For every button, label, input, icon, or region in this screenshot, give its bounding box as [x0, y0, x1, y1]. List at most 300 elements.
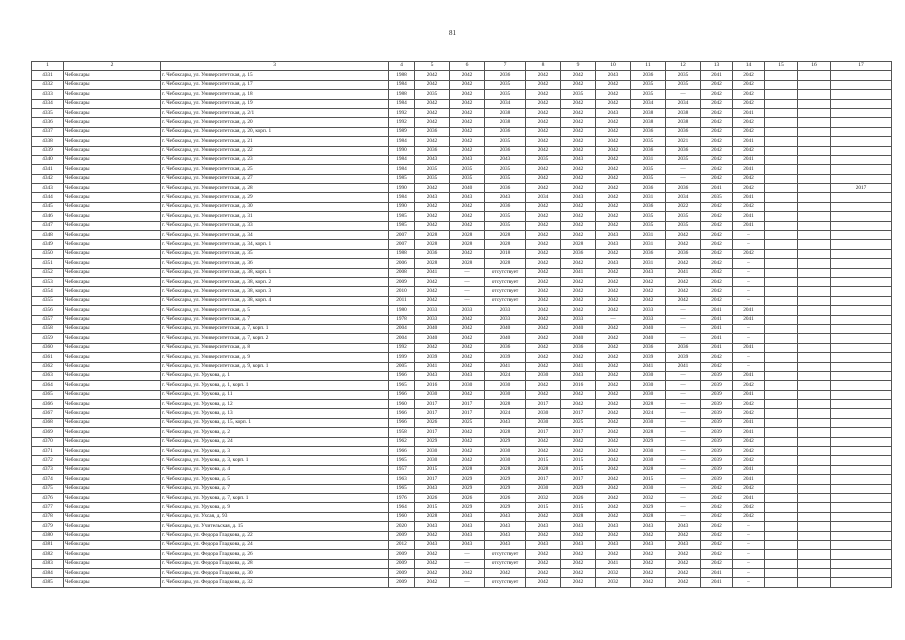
- table-cell: 2043: [596, 231, 631, 240]
- table-cell: 4335: [32, 108, 64, 117]
- table-cell: Чебоксары: [64, 362, 161, 371]
- table-cell: —: [450, 578, 485, 587]
- table-cell: 2034: [485, 99, 526, 108]
- table-cell: 2043: [526, 522, 561, 531]
- table-cell: 2042: [450, 437, 485, 446]
- table-cell: [831, 137, 892, 146]
- table-cell: 2035: [485, 221, 526, 230]
- table-cell: Чебоксары: [64, 155, 161, 164]
- table-cell: 4369: [32, 428, 64, 437]
- table-cell: 2030: [631, 381, 666, 390]
- table-cell: 4353: [32, 277, 64, 286]
- table-cell: 2042: [561, 559, 596, 568]
- table-cell: [765, 484, 798, 493]
- table-cell: 2042: [485, 569, 526, 578]
- table-cell: 2042: [701, 259, 733, 268]
- table-cell: 2042: [701, 362, 733, 371]
- table-cell: 2042: [415, 287, 450, 296]
- table-cell: [765, 127, 798, 136]
- table-cell: 4352: [32, 268, 64, 277]
- table-cell: 2042: [733, 409, 765, 418]
- table-cell: 1957: [389, 465, 415, 474]
- table-cell: 2043: [596, 108, 631, 117]
- table-cell: [831, 371, 892, 380]
- table-cell: 2042: [596, 146, 631, 155]
- table-row: [32, 578, 892, 587]
- table-cell: [765, 353, 798, 362]
- table-cell: 2041: [701, 184, 733, 193]
- table-cell: 2036: [561, 249, 596, 258]
- table-cell: 4370: [32, 437, 64, 446]
- table-cell: [831, 99, 892, 108]
- table-cell: 2039: [701, 456, 733, 465]
- table-cell: 2043: [415, 155, 450, 164]
- table-cell: [831, 343, 892, 352]
- table-cell: 2042: [701, 484, 733, 493]
- table-cell: [831, 165, 892, 174]
- table-cell: 2028: [631, 512, 666, 521]
- table-cell: 2042: [596, 418, 631, 427]
- table-cell: [765, 362, 798, 371]
- table-cell: 2039: [631, 353, 666, 362]
- table-cell: 2043: [415, 522, 450, 531]
- table-cell: 2043: [631, 268, 666, 277]
- table-cell: 2042: [526, 80, 561, 89]
- table-cell: 2007: [389, 231, 415, 240]
- table-cell: 4383: [32, 559, 64, 568]
- table-cell: 2042: [526, 118, 561, 127]
- table-cell: [798, 108, 831, 117]
- table-cell: 2042: [450, 90, 485, 99]
- table-cell: 2042: [415, 221, 450, 230]
- table-cell: 2028: [631, 428, 666, 437]
- table-cell: 1966: [389, 447, 415, 456]
- table-cell: 2040: [485, 324, 526, 333]
- table-cell: г. Чебоксары, ул. Университетская, д. 33: [161, 221, 389, 230]
- table-cell: Чебоксары: [64, 324, 161, 333]
- table-cell: 2042: [450, 212, 485, 221]
- column-header: 6: [450, 62, 485, 71]
- data-table: [31, 61, 892, 588]
- table-cell: 2030: [631, 484, 666, 493]
- table-cell: 1984: [389, 99, 415, 108]
- table-cell: 2028: [450, 259, 485, 268]
- table-row: [32, 212, 892, 221]
- table-cell: г. Чебоксары, ул. Урукова, д. 11: [161, 390, 389, 399]
- column-header: 3: [161, 62, 389, 71]
- table-cell: 2043: [561, 540, 596, 549]
- table-cell: 2042: [526, 315, 561, 324]
- table-cell: [765, 559, 798, 568]
- table-cell: [765, 137, 798, 146]
- table-row: [32, 174, 892, 183]
- table-cell: г. Чебоксары, ул. Ухсая, д. 93: [161, 512, 389, 521]
- table-cell: 2043: [415, 193, 450, 202]
- table-cell: 2042: [450, 362, 485, 371]
- table-cell: 2035: [415, 165, 450, 174]
- table-cell: 2032: [631, 493, 666, 502]
- table-cell: 2042: [596, 550, 631, 559]
- table-cell: 2028: [485, 240, 526, 249]
- table-cell: 2026: [450, 493, 485, 502]
- table-cell: 2042: [561, 287, 596, 296]
- table-cell: 2015: [415, 465, 450, 474]
- table-cell: [765, 108, 798, 117]
- table-cell: [798, 80, 831, 89]
- table-cell: 2030: [485, 381, 526, 390]
- table-cell: 1989: [389, 127, 415, 136]
- table-cell: 2029: [485, 484, 526, 493]
- table-cell: 2041: [733, 221, 765, 230]
- table-cell: Чебоксары: [64, 569, 161, 578]
- table-cell: 2042: [701, 249, 733, 258]
- table-cell: 2042: [526, 137, 561, 146]
- table-cell: отсутствует: [485, 268, 526, 277]
- table-cell: [831, 569, 892, 578]
- table-cell: 2009: [389, 550, 415, 559]
- table-cell: [831, 493, 892, 502]
- table-cell: [831, 334, 892, 343]
- table-cell: 2017: [450, 409, 485, 418]
- table-cell: [798, 118, 831, 127]
- table-cell: 2042: [701, 231, 733, 240]
- table-cell: 2042: [415, 578, 450, 587]
- table-cell: [831, 268, 892, 277]
- table-cell: [798, 155, 831, 164]
- table-cell: 2043: [561, 522, 596, 531]
- table-cell: Чебоксары: [64, 193, 161, 202]
- table-cell: [798, 212, 831, 221]
- table-cell: 1985: [389, 221, 415, 230]
- table-cell: [831, 418, 892, 427]
- table-cell: 2042: [733, 447, 765, 456]
- table-cell: Чебоксары: [64, 390, 161, 399]
- table-cell: [765, 578, 798, 587]
- table-cell: 2042: [733, 484, 765, 493]
- table-cell: Чебоксары: [64, 99, 161, 108]
- table-cell: г. Чебоксары, ул. Урукова, д. 24: [161, 437, 389, 446]
- table-cell: 2042: [701, 146, 733, 155]
- table-cell: —: [450, 559, 485, 568]
- table-cell: Чебоксары: [64, 80, 161, 89]
- table-cell: 2042: [733, 456, 765, 465]
- table-cell: 2041: [733, 343, 765, 352]
- table-cell: 2042: [733, 146, 765, 155]
- table-cell: 2042: [561, 108, 596, 117]
- table-cell: г. Чебоксары, ул. Университетская, д. 35: [161, 249, 389, 258]
- table-cell: 1984: [389, 193, 415, 202]
- table-cell: 4366: [32, 400, 64, 409]
- column-header: 14: [733, 62, 765, 71]
- table-cell: 2009: [389, 277, 415, 286]
- table-cell: 2042: [733, 174, 765, 183]
- table-cell: 2029: [631, 437, 666, 446]
- table-cell: 2042: [526, 249, 561, 258]
- column-header: 12: [666, 62, 701, 71]
- table-cell: 2041: [733, 465, 765, 474]
- table-row: [32, 540, 892, 549]
- table-cell: 2016: [561, 381, 596, 390]
- table-cell: 4358: [32, 324, 64, 333]
- table-cell: 2042: [631, 277, 666, 286]
- table-cell: [831, 212, 892, 221]
- table-cell: 2035: [631, 165, 666, 174]
- table-cell: 2042: [450, 146, 485, 155]
- table-cell: г. Чебоксары, ул. Университетская, д. 5: [161, 306, 389, 315]
- table-cell: 2042: [526, 71, 561, 80]
- table-cell: 2035: [631, 80, 666, 89]
- table-cell: –: [733, 531, 765, 540]
- table-row: [32, 522, 892, 531]
- table-cell: 4354: [32, 287, 64, 296]
- table-cell: 2028: [415, 240, 450, 249]
- table-cell: 2042: [526, 390, 561, 399]
- table-cell: 2043: [596, 522, 631, 531]
- table-cell: 2042: [733, 512, 765, 521]
- table-cell: г. Чебоксары, ул. Университетская, д. 21: [161, 137, 389, 146]
- table-cell: 2039: [701, 400, 733, 409]
- table-cell: 1965: [389, 381, 415, 390]
- table-cell: 2042: [596, 137, 631, 146]
- table-cell: 2041: [631, 362, 666, 371]
- table-cell: Чебоксары: [64, 221, 161, 230]
- table-cell: 4362: [32, 362, 64, 371]
- table-cell: –: [733, 540, 765, 549]
- table-cell: Чебоксары: [64, 165, 161, 174]
- table-row: [32, 334, 892, 343]
- table-cell: г. Чебоксары, ул. Университетская, д. 38, корп. 1: [161, 268, 389, 277]
- table-cell: 2043: [666, 540, 701, 549]
- table-cell: 2028: [631, 465, 666, 474]
- table-cell: 2009: [389, 559, 415, 568]
- table-cell: [831, 287, 892, 296]
- table-row: [32, 296, 892, 305]
- table-row: [32, 277, 892, 286]
- table-cell: 2042: [526, 306, 561, 315]
- table-cell: –: [733, 569, 765, 578]
- table-cell: Чебоксары: [64, 475, 161, 484]
- table-cell: [831, 540, 892, 549]
- table-cell: 2017: [450, 400, 485, 409]
- table-cell: [798, 184, 831, 193]
- table-cell: 2042: [701, 221, 733, 230]
- table-cell: [798, 268, 831, 277]
- table-cell: Чебоксары: [64, 550, 161, 559]
- table-cell: 2035: [450, 174, 485, 183]
- table-cell: —: [666, 418, 701, 427]
- table-cell: 2043: [526, 540, 561, 549]
- table-cell: [798, 512, 831, 521]
- table-cell: 2032: [596, 578, 631, 587]
- table-cell: 2042: [415, 108, 450, 117]
- table-cell: Чебоксары: [64, 343, 161, 352]
- table-cell: 2022: [666, 202, 701, 211]
- table-cell: —: [666, 456, 701, 465]
- table-cell: 2042: [526, 296, 561, 305]
- table-cell: 2039: [701, 418, 733, 427]
- table-cell: 4340: [32, 155, 64, 164]
- table-cell: 2042: [526, 447, 561, 456]
- table-cell: [765, 268, 798, 277]
- table-row: [32, 165, 892, 174]
- table-cell: 2026: [415, 418, 450, 427]
- table-cell: 2041: [733, 428, 765, 437]
- table-row: [32, 484, 892, 493]
- table-row: [32, 221, 892, 230]
- table-cell: 2042: [561, 259, 596, 268]
- table-cell: 2042: [701, 80, 733, 89]
- table-cell: 2030: [631, 418, 666, 427]
- table-cell: г. Чебоксары, ул. Урукова, д. 15, корп. 1: [161, 418, 389, 427]
- table-cell: 2042: [701, 165, 733, 174]
- table-cell: –: [733, 231, 765, 240]
- table-cell: 2036: [415, 146, 450, 155]
- table-cell: 2042: [631, 287, 666, 296]
- table-cell: отсутствует: [485, 559, 526, 568]
- table-cell: Чебоксары: [64, 418, 161, 427]
- table-cell: 2042: [733, 118, 765, 127]
- table-row: [32, 362, 892, 371]
- table-cell: г. Чебоксары, ул. Университетская, д. 20: [161, 118, 389, 127]
- table-cell: [765, 296, 798, 305]
- table-cell: 2030: [631, 456, 666, 465]
- table-cell: 4384: [32, 569, 64, 578]
- table-cell: г. Чебоксары, ул. Федора Гладкова, д. 30: [161, 569, 389, 578]
- table-cell: Чебоксары: [64, 456, 161, 465]
- table-cell: 2020: [389, 522, 415, 531]
- table-cell: 2036: [631, 71, 666, 80]
- table-cell: 2042: [596, 512, 631, 521]
- table-cell: 2041: [701, 343, 733, 352]
- table-cell: —: [666, 90, 701, 99]
- table-cell: г. Чебоксары, ул. Урукова, д. 4: [161, 465, 389, 474]
- table-cell: 2041: [415, 268, 450, 277]
- table-cell: г. Чебоксары, ул. Урукова, д. 7, корп. 1: [161, 493, 389, 502]
- table-cell: 2042: [561, 569, 596, 578]
- table-cell: 2042: [526, 512, 561, 521]
- table-cell: 2040: [415, 324, 450, 333]
- table-cell: 2042: [526, 240, 561, 249]
- table-cell: 2039: [666, 353, 701, 362]
- table-cell: Чебоксары: [64, 531, 161, 540]
- table-cell: 2042: [415, 202, 450, 211]
- table-cell: 2043: [485, 540, 526, 549]
- table-cell: 4337: [32, 127, 64, 136]
- table-cell: [798, 418, 831, 427]
- table-cell: г. Чебоксары, ул. Университетская, д. 34, корп. 1: [161, 240, 389, 249]
- table-cell: г. Чебоксары, ул. Урукова, д. 5: [161, 475, 389, 484]
- table-cell: [765, 221, 798, 230]
- table-cell: [798, 259, 831, 268]
- table-cell: –: [733, 240, 765, 249]
- table-row: [32, 512, 892, 521]
- table-cell: 2042: [596, 80, 631, 89]
- table-cell: 4343: [32, 184, 64, 193]
- table-cell: 4378: [32, 512, 64, 521]
- table-cell: [798, 202, 831, 211]
- table-cell: 2042: [596, 193, 631, 202]
- table-cell: [765, 334, 798, 343]
- table-cell: г. Чебоксары, ул. Университетская, д. 27: [161, 174, 389, 183]
- table-cell: –: [733, 277, 765, 286]
- table-cell: [831, 550, 892, 559]
- table-cell: 2042: [450, 456, 485, 465]
- table-cell: 2042: [733, 90, 765, 99]
- table-cell: 2042: [701, 137, 733, 146]
- table-cell: 4377: [32, 503, 64, 512]
- table-cell: 2033: [415, 306, 450, 315]
- table-cell: Чебоксары: [64, 428, 161, 437]
- table-cell: —: [666, 400, 701, 409]
- table-cell: 2006: [389, 259, 415, 268]
- table-cell: Чебоксары: [64, 578, 161, 587]
- table-cell: 2028: [415, 231, 450, 240]
- table-cell: 2042: [701, 522, 733, 531]
- table-cell: 2038: [666, 118, 701, 127]
- table-cell: 2042: [733, 184, 765, 193]
- table-row: [32, 456, 892, 465]
- table-row: [32, 90, 892, 99]
- table-cell: 4350: [32, 249, 64, 258]
- table-cell: Чебоксары: [64, 268, 161, 277]
- table-cell: 2042: [526, 184, 561, 193]
- table-cell: 2028: [631, 400, 666, 409]
- table-cell: [831, 240, 892, 249]
- table-cell: 2032: [596, 569, 631, 578]
- table-cell: 2024: [485, 371, 526, 380]
- table-cell: 2035: [415, 90, 450, 99]
- table-cell: г. Чебоксары, ул. Урукова, д. 1: [161, 371, 389, 380]
- table-cell: 2042: [561, 221, 596, 230]
- table-cell: г. Чебоксары, ул. Университетская, д. 31: [161, 212, 389, 221]
- table-cell: 2040: [631, 334, 666, 343]
- table-cell: 2017: [561, 475, 596, 484]
- table-cell: отсутствует: [485, 287, 526, 296]
- table-cell: 4333: [32, 90, 64, 99]
- table-cell: 2041: [701, 324, 733, 333]
- table-cell: 2033: [561, 315, 596, 324]
- table-cell: 2035: [485, 165, 526, 174]
- table-cell: –: [733, 578, 765, 587]
- table-cell: 2041: [733, 108, 765, 117]
- table-cell: 2042: [526, 343, 561, 352]
- table-cell: 2028: [415, 512, 450, 521]
- table-cell: [765, 315, 798, 324]
- table-cell: 2010: [389, 287, 415, 296]
- table-cell: 2042: [596, 503, 631, 512]
- table-cell: [765, 343, 798, 352]
- table-cell: [831, 409, 892, 418]
- table-cell: [798, 493, 831, 502]
- table-cell: 2042: [596, 381, 631, 390]
- table-cell: г. Чебоксары, ул. Университетская, д. 8: [161, 343, 389, 352]
- table-cell: 2043: [631, 540, 666, 549]
- table-cell: [831, 90, 892, 99]
- table-cell: 2028: [485, 259, 526, 268]
- table-cell: 2042: [666, 531, 701, 540]
- table-cell: 1990: [389, 202, 415, 211]
- table-cell: 2042: [733, 202, 765, 211]
- table-row: [32, 127, 892, 136]
- table-cell: [798, 362, 831, 371]
- table-cell: 2043: [415, 371, 450, 380]
- table-cell: 2042: [415, 343, 450, 352]
- table-cell: 4356: [32, 306, 64, 315]
- table-row: [32, 259, 892, 268]
- table-cell: 4357: [32, 315, 64, 324]
- table-cell: г. Чебоксары, ул. Урукова, д. 3, корп. 1: [161, 456, 389, 465]
- table-cell: отсутствует: [485, 578, 526, 587]
